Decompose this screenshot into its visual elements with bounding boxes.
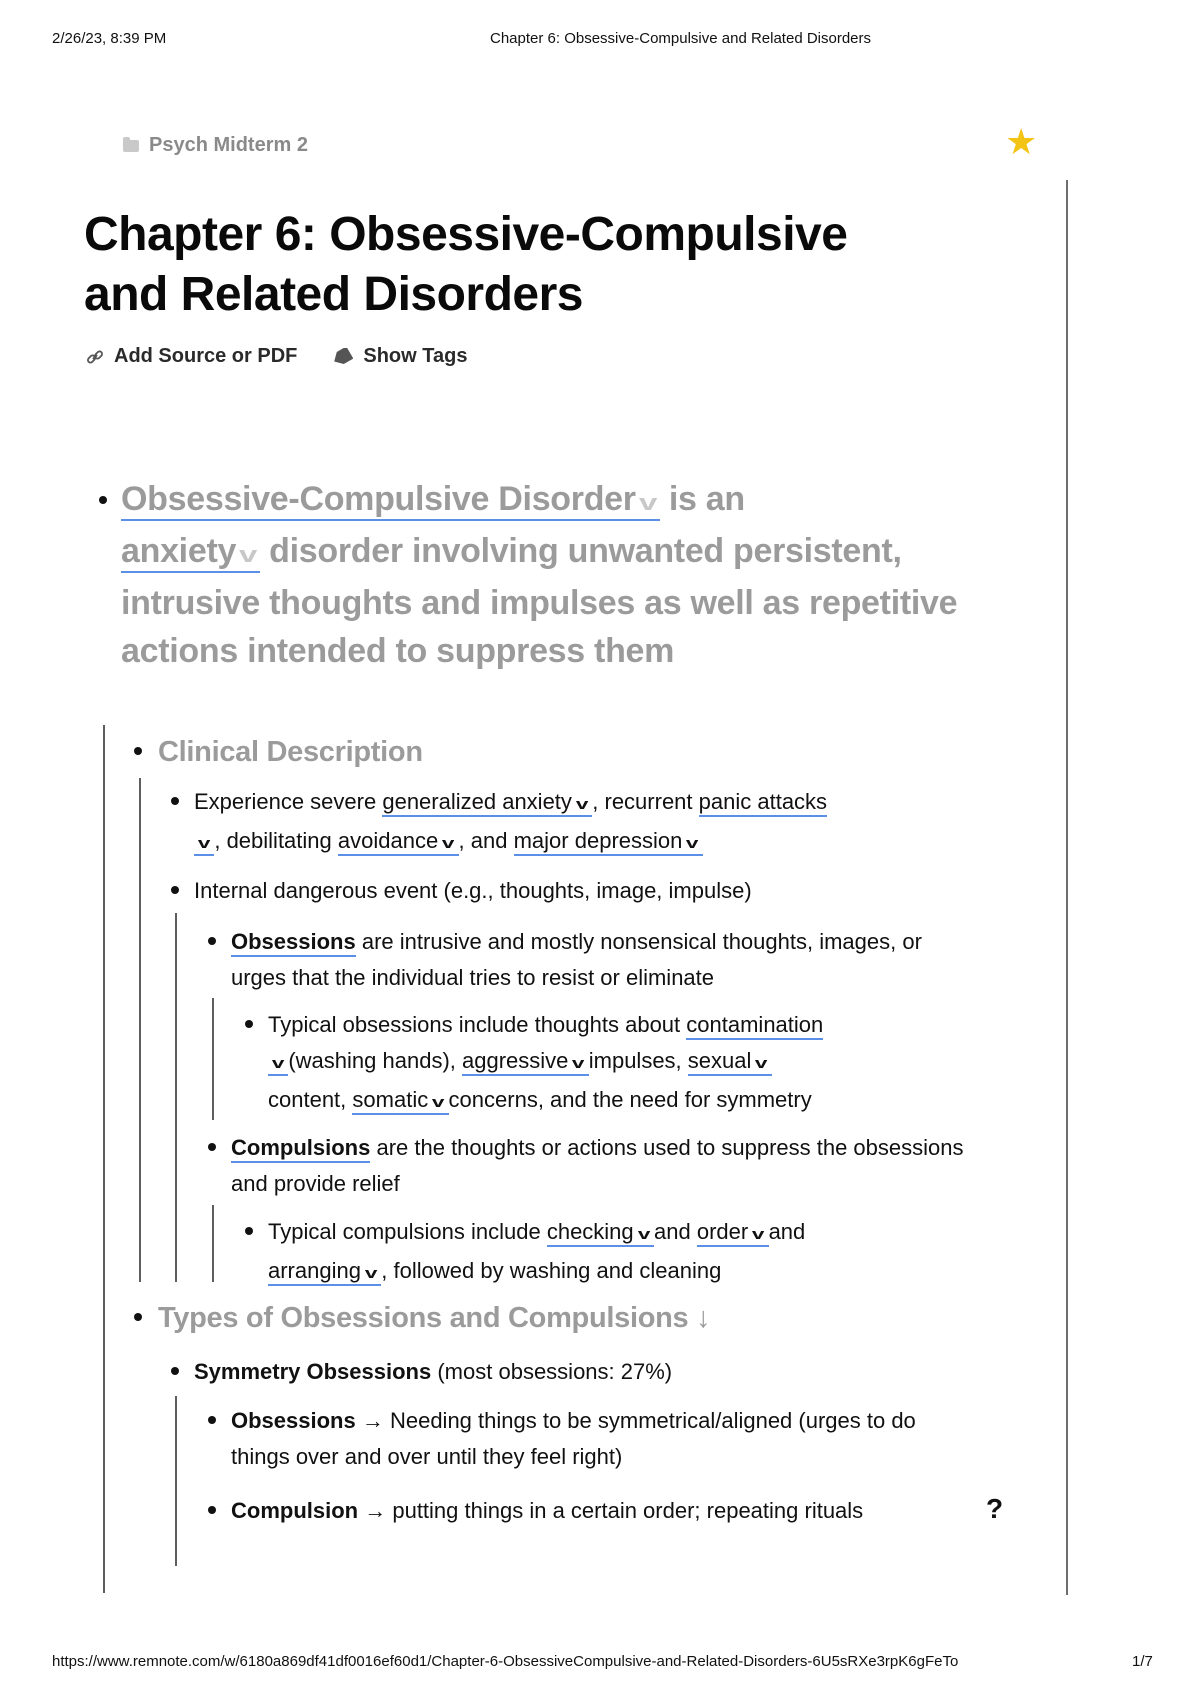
cloze-generalized-anxiety[interactable]: generalized anxiety v <box>382 789 592 817</box>
cloze-contamination[interactable]: contamination v <box>268 1012 823 1076</box>
page-right-border <box>1066 180 1068 1595</box>
chevron-down-icon[interactable]: v <box>575 796 589 813</box>
bullet-dot <box>134 1313 142 1321</box>
document-meta-bar <box>86 345 467 368</box>
cloze-somatic[interactable]: somatic v <box>352 1087 448 1115</box>
obsessions-term: Obsessions <box>231 1408 356 1433</box>
chevron-down-icon[interactable]: v <box>239 542 257 567</box>
compulsion-term: Compulsion <box>231 1498 359 1523</box>
folder-icon <box>123 140 139 152</box>
cloze-order[interactable]: order v <box>697 1219 769 1247</box>
cloze-arranging[interactable]: arranging v <box>268 1258 381 1286</box>
print-doc-title: Chapter 6: Obsessive-Compulsive and Related Disorders <box>490 30 872 47</box>
bullet-dot <box>99 496 107 504</box>
indent-rail <box>212 1205 214 1282</box>
show-tags-button[interactable]: Show Tags <box>363 345 468 367</box>
obsessions-bullet[interactable]: Obsessions are intrusive and mostly nonsensical thoughts, images, or urges that the individual tries to resist or eliminate <box>231 929 922 990</box>
cloze-avoidance[interactable]: avoidance v <box>338 828 459 856</box>
symmetry-obsessions-bullet[interactable]: Obsessions → Needing things to be symmetrical/aligned (urges to do things over and over until they feel right) <box>231 1408 916 1469</box>
cloze-panic-attacks[interactable]: panic attacks v <box>194 789 827 856</box>
bullet-dot <box>208 937 216 945</box>
bullet-dot <box>208 1143 216 1151</box>
chevron-down-icon[interactable]: v <box>197 835 211 852</box>
indent-rail <box>139 778 141 1282</box>
page-title-line1: Chapter 6: Obsessive-Compulsive <box>84 208 848 261</box>
chevron-down-icon[interactable]: v <box>271 1055 285 1072</box>
typical-compulsions-bullet[interactable]: Typical compulsions include checking v and order v and arranging v , followed by washing and cleaning <box>268 1214 968 1292</box>
bullet-dot <box>171 886 179 894</box>
bullet-dot <box>134 747 142 755</box>
bullet-dot <box>245 1020 253 1028</box>
chevron-down-icon[interactable]: v <box>637 1226 651 1243</box>
bullet-dot <box>245 1227 253 1235</box>
tag-icon <box>331 348 353 366</box>
bullet-dot <box>171 797 179 805</box>
symmetry-term: Symmetry Obsessions <box>194 1359 432 1384</box>
chevron-down-icon[interactable]: v <box>432 1094 445 1111</box>
cloze-obsessions[interactable]: Obsessions <box>231 929 356 957</box>
page-title-line2: and Related Disorders <box>84 268 583 321</box>
bullet-dot <box>208 1416 216 1424</box>
indent-rail <box>175 913 177 1282</box>
symmetry-bullet[interactable]: Symmetry Obsessions (most obsessions: 27%) <box>194 1359 673 1384</box>
chevron-down-icon[interactable]: v <box>364 1265 378 1282</box>
cloze-compulsions[interactable]: Compulsions <box>231 1135 370 1163</box>
cloze-checking[interactable]: checking v <box>547 1219 654 1247</box>
breadcrumb-folder-label[interactable]: Psych Midterm 2 <box>149 134 308 156</box>
print-page-number: 1/7 <box>1132 1653 1153 1670</box>
link-icon <box>86 348 104 366</box>
indent-rail <box>103 725 105 1593</box>
compulsions-bullet[interactable]: Compulsions are the thoughts or actions used to suppress the obsessions and provide relief <box>231 1135 964 1196</box>
typical-obsessions-bullet[interactable]: Typical obsessions include thoughts about contamination v (washing hands), aggressive v impulses, sexual v content, somatic v concerns, and the need for symmetry <box>268 1007 968 1121</box>
clinical-bullet-2[interactable]: Internal dangerous event (e.g., thoughts, image, impulse) <box>194 878 752 903</box>
chevron-down-icon[interactable]: v <box>755 1055 768 1072</box>
chevron-down-icon[interactable]: v <box>572 1055 585 1072</box>
cloze-aggressive[interactable]: aggressive v <box>462 1048 589 1076</box>
star-icon[interactable]: ★ <box>1005 121 1038 162</box>
types-heading[interactable]: Types of Obsessions and Compulsions ↓ <box>158 1302 711 1334</box>
page-title[interactable] <box>84 205 984 325</box>
chevron-down-icon[interactable]: v <box>686 835 699 852</box>
symmetry-compulsion-bullet[interactable]: Compulsion → putting things in a certain order; repeating rituals <box>231 1498 864 1523</box>
arrow-down-icon[interactable]: ↓ <box>696 1302 711 1334</box>
cloze-anxiety[interactable]: anxiety v <box>121 532 260 573</box>
print-url: https://www.remnote.com/w/6180a869df41df0016ef60d1/Chapter-6-ObsessiveCompulsive-and-Related-Disorders-6U5sRXe3rpK6gFeTo <box>52 1653 959 1670</box>
chevron-down-icon[interactable]: v <box>752 1226 765 1243</box>
cloze-major-depression[interactable]: major depression v <box>514 828 703 856</box>
cloze-ocd[interactable]: Obsessive-Compulsive Disorder v <box>121 480 660 521</box>
indent-rail <box>212 998 214 1120</box>
clinical-bullet-1[interactable]: Experience severe generalized anxiety v , recurrent panic attacks v , debilitating avoidance v , and major depression v <box>194 784 974 862</box>
cloze-sexual[interactable]: sexual v <box>688 1048 772 1076</box>
chevron-down-icon[interactable]: v <box>638 490 657 515</box>
print-datetime: 2/26/23, 8:39 PM <box>52 30 167 47</box>
bullet-dot <box>171 1367 179 1375</box>
bullet-dot <box>208 1506 216 1514</box>
indent-rail <box>175 1396 177 1566</box>
add-source-button[interactable]: Add Source or PDF <box>114 345 298 367</box>
breadcrumb[interactable] <box>123 134 308 157</box>
clinical-heading[interactable]: Clinical Description <box>158 736 423 768</box>
question-mark-icon[interactable]: ? <box>986 1493 1004 1524</box>
main-bullet-text[interactable]: Obsessive-Compulsive Disorder v is an anxiety v disorder involving unwanted persistent, intrusive thoughts and impulses as well as repetitive actions intended to suppress them <box>121 480 958 670</box>
chevron-down-icon[interactable]: v <box>442 835 455 852</box>
